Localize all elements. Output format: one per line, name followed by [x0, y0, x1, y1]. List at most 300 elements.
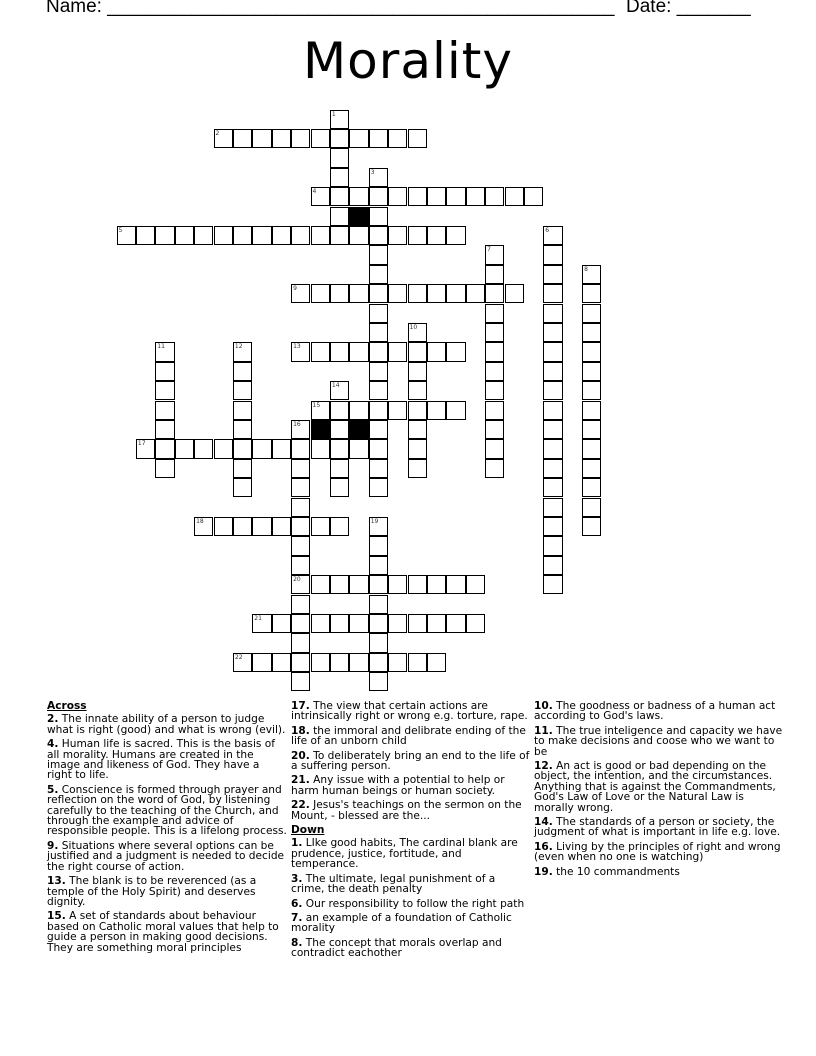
grid-cell[interactable] — [543, 245, 562, 264]
grid-cell[interactable] — [369, 653, 388, 672]
grid-cell[interactable] — [466, 187, 485, 206]
clue-number: 9. — [47, 839, 59, 852]
grid-cell[interactable] — [194, 517, 213, 536]
grid-cell[interactable] — [466, 575, 485, 594]
grid-cell[interactable] — [311, 226, 330, 245]
grid-cell[interactable] — [485, 362, 504, 381]
grid-cell[interactable] — [272, 653, 291, 672]
grid-cell[interactable] — [369, 226, 388, 245]
clue-number: 19. — [534, 865, 553, 878]
grid-cell[interactable] — [543, 265, 562, 284]
clue-across-13 — [47, 876, 287, 907]
grid-cell[interactable] — [543, 342, 562, 361]
grid-cell[interactable] — [194, 439, 213, 458]
grid-cell[interactable] — [369, 536, 388, 555]
grid-cell[interactable] — [446, 575, 465, 594]
grid-cell[interactable] — [252, 653, 271, 672]
clue-text: Living by the principles of right and wrong (even when no one is watching) — [534, 840, 781, 864]
clue-number-label: 4 — [312, 188, 317, 196]
grid-cell[interactable] — [291, 653, 310, 672]
grid-cell[interactable] — [543, 556, 562, 575]
clue-down-16 — [534, 842, 784, 863]
grid-cell[interactable] — [330, 459, 349, 478]
clue-number-label: 18 — [196, 517, 204, 525]
grid-cell[interactable] — [408, 284, 427, 303]
grid-cell[interactable] — [330, 168, 349, 187]
clue-number: 11. — [534, 724, 553, 737]
clue-number-label: 20 — [293, 576, 301, 584]
down-heading: Down — [291, 824, 325, 837]
grid-cell[interactable] — [349, 187, 368, 206]
grid-cell[interactable] — [155, 381, 174, 400]
grid-cell[interactable] — [582, 323, 601, 342]
clue-number-label: 11 — [157, 343, 165, 351]
grid-cell[interactable] — [369, 672, 388, 691]
grid-cell[interactable] — [388, 187, 407, 206]
grid-cell[interactable] — [175, 439, 194, 458]
grid-cell[interactable] — [388, 401, 407, 420]
grid-cell[interactable] — [291, 595, 310, 614]
clue-across-2 — [47, 714, 287, 735]
clue-number: 14. — [534, 816, 553, 829]
clue-number-label: 12 — [234, 343, 243, 351]
grid-cell[interactable] — [291, 129, 310, 148]
grid-cell[interactable] — [582, 517, 601, 536]
grid-cell[interactable] — [388, 342, 407, 361]
grid-cell[interactable] — [582, 420, 601, 439]
grid-cell[interactable] — [233, 653, 252, 672]
grid-cell[interactable] — [485, 187, 504, 206]
black-cell — [349, 207, 368, 226]
grid-cell[interactable] — [349, 653, 368, 672]
grid-cell[interactable] — [330, 342, 349, 361]
grid-cell[interactable] — [427, 226, 446, 245]
grid-cell[interactable] — [349, 614, 368, 633]
grid-cell[interactable] — [485, 459, 504, 478]
clues-column-2 — [291, 701, 531, 963]
clue-number: 15. — [47, 910, 66, 923]
clue-number: 8. — [291, 936, 303, 949]
grid-cell[interactable] — [466, 614, 485, 633]
clue-text: LIke good habits, The cardinal blank are prudence, justice, fortitude, and temperance. — [291, 837, 518, 871]
grid-cell[interactable] — [446, 401, 465, 420]
grid-cell[interactable] — [427, 614, 446, 633]
grid-cell[interactable] — [369, 478, 388, 497]
grid-cell[interactable] — [272, 439, 291, 458]
clue-number: 3. — [291, 872, 303, 885]
grid-cell[interactable] — [136, 226, 155, 245]
clue-down-10 — [534, 701, 784, 722]
grid-cell[interactable] — [485, 381, 504, 400]
clue-across-15 — [47, 911, 287, 953]
grid-cell[interactable] — [388, 284, 407, 303]
grid-cell[interactable] — [369, 129, 388, 148]
grid-cell[interactable] — [543, 323, 562, 342]
clue-number-label: 19 — [370, 517, 379, 525]
grid-cell[interactable] — [369, 304, 388, 323]
grid-cell[interactable] — [427, 401, 446, 420]
clue-down-11 — [534, 726, 784, 757]
grid-cell[interactable] — [543, 381, 562, 400]
grid-cell[interactable] — [272, 226, 291, 245]
grid-cell[interactable] — [272, 614, 291, 633]
grid-cell[interactable] — [349, 342, 368, 361]
grid-cell[interactable] — [272, 129, 291, 148]
clues-column-3 — [534, 701, 784, 881]
grid-cell[interactable] — [155, 459, 174, 478]
grid-cell[interactable] — [408, 226, 427, 245]
grid-cell[interactable] — [349, 401, 368, 420]
grid-cell[interactable] — [252, 517, 271, 536]
clue-across-9 — [47, 841, 287, 872]
grid-cell[interactable] — [252, 614, 271, 633]
clue-down-19 — [534, 867, 784, 877]
grid-cell[interactable] — [446, 614, 465, 633]
clue-text: Situations where several options can be justified and a judgment is needed to decide the right course of action. — [47, 839, 285, 873]
clue-number-label: 2 — [215, 129, 220, 137]
grid-cell[interactable] — [446, 284, 465, 303]
grid-cell[interactable] — [349, 284, 368, 303]
grid-cell[interactable] — [330, 148, 349, 167]
clue-text: Any issue with a potential to help or harm human beings or human society. — [291, 774, 505, 797]
clue-text: The goodness or badness of a human act according to God's laws. — [534, 700, 776, 723]
grid-cell[interactable] — [427, 575, 446, 594]
grid-cell[interactable] — [369, 187, 388, 206]
clue-across-22 — [291, 800, 531, 821]
grid-cell[interactable] — [485, 401, 504, 420]
clue-number: 6. — [291, 897, 303, 910]
clue-across-5 — [47, 785, 287, 837]
grid-cell[interactable] — [369, 459, 388, 478]
grid-cell[interactable] — [349, 226, 368, 245]
grid-cell[interactable] — [233, 459, 252, 478]
grid-cell[interactable] — [369, 245, 388, 264]
clue-number: 12. — [534, 760, 553, 773]
grid-cell[interactable] — [369, 595, 388, 614]
grid-cell[interactable] — [349, 575, 368, 594]
grid-cell[interactable] — [369, 323, 388, 342]
grid-cell[interactable] — [408, 653, 427, 672]
grid-cell[interactable] — [388, 653, 407, 672]
grid-cell[interactable] — [330, 614, 349, 633]
grid-cell[interactable] — [155, 420, 174, 439]
grid-cell[interactable] — [408, 129, 427, 148]
grid-cell[interactable] — [408, 401, 427, 420]
grid-cell[interactable] — [311, 187, 330, 206]
grid-cell[interactable] — [330, 110, 349, 129]
grid-cell[interactable] — [214, 439, 233, 458]
grid-cell[interactable] — [311, 575, 330, 594]
grid-cell[interactable] — [155, 226, 174, 245]
clue-down-3 — [291, 874, 531, 895]
grid-cell[interactable] — [252, 226, 271, 245]
clue-down-8 — [291, 938, 531, 959]
grid-cell[interactable] — [582, 362, 601, 381]
grid-cell[interactable] — [369, 265, 388, 284]
grid-cell[interactable] — [543, 536, 562, 555]
clue-number: 2. — [47, 713, 59, 726]
grid-cell[interactable] — [311, 284, 330, 303]
grid-cell[interactable] — [485, 265, 504, 284]
clue-down-6 — [291, 899, 531, 909]
grid-cell[interactable] — [291, 284, 310, 303]
grid-cell[interactable] — [369, 401, 388, 420]
clue-number-label: 7 — [487, 246, 491, 254]
grid-cell[interactable] — [155, 439, 174, 458]
grid-cell[interactable] — [330, 226, 349, 245]
clue-text: the 10 commandments — [556, 865, 680, 878]
clue-across-4 — [47, 739, 287, 781]
clue-number-label: 15 — [312, 401, 321, 409]
clue-text: The concept that morals overlap and contradict eachother — [291, 936, 502, 960]
grid-cell[interactable] — [543, 304, 562, 323]
grid-cell[interactable] — [543, 439, 562, 458]
grid-cell[interactable] — [466, 284, 485, 303]
grid-cell[interactable] — [543, 459, 562, 478]
grid-cell[interactable] — [485, 304, 504, 323]
grid-cell[interactable] — [582, 478, 601, 497]
grid-cell[interactable] — [485, 439, 504, 458]
grid-cell[interactable] — [505, 187, 524, 206]
grid-cell[interactable] — [330, 439, 349, 458]
grid-cell[interactable] — [543, 420, 562, 439]
grid-cell[interactable] — [349, 129, 368, 148]
clue-down-7 — [291, 913, 531, 934]
grid-cell[interactable] — [233, 401, 252, 420]
grid-cell[interactable] — [311, 517, 330, 536]
clue-text: The ultimate, legal punishment of a crime, the death penalty — [291, 872, 496, 896]
grid-cell[interactable] — [291, 536, 310, 555]
grid-cell[interactable] — [233, 342, 252, 361]
grid-cell[interactable] — [291, 439, 310, 458]
clue-down-14 — [534, 817, 784, 838]
clue-number: 1. — [291, 837, 303, 850]
clue-number: 22. — [291, 799, 310, 812]
grid-cell[interactable] — [175, 226, 194, 245]
grid-cell[interactable] — [485, 245, 504, 264]
grid-cell[interactable] — [543, 362, 562, 381]
grid-cell[interactable] — [291, 420, 310, 439]
grid-cell[interactable] — [330, 401, 349, 420]
grid-cell[interactable] — [543, 401, 562, 420]
grid-cell[interactable] — [330, 381, 349, 400]
clue-number-label: 17 — [137, 440, 146, 448]
black-cell — [349, 420, 368, 439]
grid-cell[interactable] — [214, 517, 233, 536]
grid-cell[interactable] — [291, 478, 310, 497]
clue-down-1 — [291, 838, 531, 869]
grid-cell[interactable] — [330, 478, 349, 497]
grid-cell[interactable] — [233, 129, 252, 148]
grid-cell[interactable] — [330, 420, 349, 439]
grid-cell[interactable] — [446, 226, 465, 245]
grid-cell[interactable] — [311, 439, 330, 458]
grid-cell[interactable] — [408, 323, 427, 342]
clue-across-20 — [291, 751, 531, 772]
grid-cell[interactable] — [155, 401, 174, 420]
grid-cell[interactable] — [233, 226, 252, 245]
clue-text: The standards of a person or society, the judgment of what is important in life e.g. love. — [534, 816, 781, 839]
grid-cell[interactable] — [233, 517, 252, 536]
grid-cell[interactable] — [582, 342, 601, 361]
clue-number-label: 1 — [331, 110, 336, 118]
grid-cell[interactable] — [408, 614, 427, 633]
grid-cell[interactable] — [582, 304, 601, 323]
date-field-label: Date: _______ — [626, 0, 751, 17]
clue-number: 20. — [291, 749, 310, 762]
grid-cell[interactable] — [330, 653, 349, 672]
grid-cell[interactable] — [155, 362, 174, 381]
grid-cell[interactable] — [291, 672, 310, 691]
clue-number-label: 6 — [545, 226, 550, 234]
grid-cell[interactable] — [369, 420, 388, 439]
grid-cell[interactable] — [369, 633, 388, 652]
grid-cell[interactable] — [369, 439, 388, 458]
grid-cell[interactable] — [233, 362, 252, 381]
grid-cell[interactable] — [388, 614, 407, 633]
grid-cell[interactable] — [369, 207, 388, 226]
grid-cell[interactable] — [485, 420, 504, 439]
clue-number-label: 8 — [584, 265, 588, 273]
grid-cell[interactable] — [369, 517, 388, 536]
grid-cell[interactable] — [291, 459, 310, 478]
grid-cell[interactable] — [543, 478, 562, 497]
grid-cell[interactable] — [252, 129, 271, 148]
grid-cell[interactable] — [194, 226, 213, 245]
grid-cell[interactable] — [369, 362, 388, 381]
grid-cell[interactable] — [427, 342, 446, 361]
across-heading: Across — [47, 700, 87, 712]
grid-cell[interactable] — [582, 284, 601, 303]
grid-cell[interactable] — [214, 226, 233, 245]
grid-cell[interactable] — [485, 284, 504, 303]
grid-cell[interactable] — [272, 517, 291, 536]
grid-cell[interactable] — [330, 129, 349, 148]
grid-cell[interactable] — [524, 187, 543, 206]
grid-cell[interactable] — [291, 498, 310, 517]
clue-number-label: 5 — [118, 226, 123, 234]
grid-cell[interactable] — [543, 284, 562, 303]
grid-cell[interactable] — [214, 129, 233, 148]
clue-number: 5. — [47, 783, 59, 796]
grid-cell[interactable] — [408, 575, 427, 594]
grid-cell[interactable] — [369, 575, 388, 594]
grid-cell[interactable] — [582, 401, 601, 420]
grid-cell[interactable] — [388, 226, 407, 245]
grid-cell[interactable] — [388, 575, 407, 594]
grid-cell[interactable] — [408, 381, 427, 400]
grid-cell[interactable] — [233, 420, 252, 439]
grid-cell[interactable] — [543, 498, 562, 517]
grid-cell[interactable] — [311, 401, 330, 420]
grid-cell[interactable] — [543, 575, 562, 594]
grid-cell[interactable] — [311, 342, 330, 361]
grid-cell[interactable] — [330, 187, 349, 206]
grid-cell[interactable] — [582, 381, 601, 400]
grid-cell[interactable] — [485, 323, 504, 342]
grid-cell[interactable] — [233, 478, 252, 497]
grid-cell[interactable] — [291, 226, 310, 245]
grid-cell[interactable] — [349, 439, 368, 458]
grid-cell[interactable] — [155, 342, 174, 361]
grid-cell[interactable] — [505, 284, 524, 303]
grid-cell[interactable] — [485, 342, 504, 361]
clue-text: the immoral and delibrate ending of the life of an unborn child — [291, 724, 526, 748]
grid-cell[interactable] — [233, 439, 252, 458]
grid-cell[interactable] — [291, 517, 310, 536]
grid-cell[interactable] — [582, 459, 601, 478]
grid-cell[interactable] — [330, 284, 349, 303]
clue-text: The view that certain actions are intrinsically right or wrong e.g. torture, rape. — [291, 700, 528, 723]
grid-cell[interactable] — [291, 342, 310, 361]
grid-cell[interactable] — [311, 614, 330, 633]
grid-cell[interactable] — [291, 556, 310, 575]
grid-cell[interactable] — [543, 226, 562, 245]
clue-number: 16. — [534, 840, 553, 853]
grid-cell[interactable] — [136, 439, 155, 458]
grid-cell[interactable] — [330, 207, 349, 226]
clue-number-label: 16 — [293, 420, 301, 428]
grid-cell[interactable] — [330, 517, 349, 536]
grid-cell[interactable] — [369, 381, 388, 400]
grid-cell[interactable] — [408, 362, 427, 381]
clue-text: A set of standards about behaviour based on Catholic moral values that help to guide a person in making good decisions. They are something moral principles — [47, 910, 279, 954]
grid-cell[interactable] — [117, 226, 136, 245]
grid-cell[interactable] — [311, 653, 330, 672]
clue-number-label: 21 — [254, 614, 262, 622]
grid-cell[interactable] — [582, 498, 601, 517]
black-cell — [311, 420, 330, 439]
grid-cell[interactable] — [408, 439, 427, 458]
grid-cell[interactable] — [291, 633, 310, 652]
grid-cell[interactable] — [408, 420, 427, 439]
grid-cell[interactable] — [369, 342, 388, 361]
grid-cell[interactable] — [446, 187, 465, 206]
grid-cell[interactable] — [252, 439, 271, 458]
grid-cell[interactable] — [427, 187, 446, 206]
grid-cell[interactable] — [408, 187, 427, 206]
clue-number: 21. — [291, 774, 310, 787]
grid-cell[interactable] — [446, 342, 465, 361]
grid-cell[interactable] — [291, 575, 310, 594]
grid-cell[interactable] — [369, 614, 388, 633]
grid-cell[interactable] — [582, 265, 601, 284]
grid-cell[interactable] — [427, 653, 446, 672]
grid-cell[interactable] — [311, 129, 330, 148]
grid-cell[interactable] — [388, 129, 407, 148]
grid-cell[interactable] — [582, 439, 601, 458]
clue-text: The blank is to be reverenced (as a temple of the Holy Spirit) and deserves dignity. — [47, 875, 257, 908]
grid-cell[interactable] — [369, 284, 388, 303]
clue-across-21 — [291, 775, 531, 796]
grid-cell[interactable] — [408, 459, 427, 478]
grid-cell[interactable] — [408, 342, 427, 361]
grid-cell[interactable] — [330, 575, 349, 594]
clue-number: 18. — [291, 724, 310, 737]
clue-number-label: 9 — [293, 285, 297, 293]
grid-cell[interactable] — [291, 614, 310, 633]
clue-number-label: 13 — [293, 343, 301, 351]
clue-number: 13. — [47, 875, 66, 888]
clue-text: Our responsibility to follow the right path — [305, 897, 525, 910]
grid-cell[interactable] — [369, 556, 388, 575]
clue-text: Conscience is formed through prayer and reflection on the word of God, by listening carefully to the teaching of the Church, and through the example and advice of responsible people. This is a lifelong process. — [47, 783, 287, 838]
grid-cell[interactable] — [427, 284, 446, 303]
grid-cell[interactable] — [543, 517, 562, 536]
page-title: Morality — [303, 32, 513, 90]
grid-cell[interactable] — [369, 168, 388, 187]
grid-cell[interactable] — [233, 381, 252, 400]
